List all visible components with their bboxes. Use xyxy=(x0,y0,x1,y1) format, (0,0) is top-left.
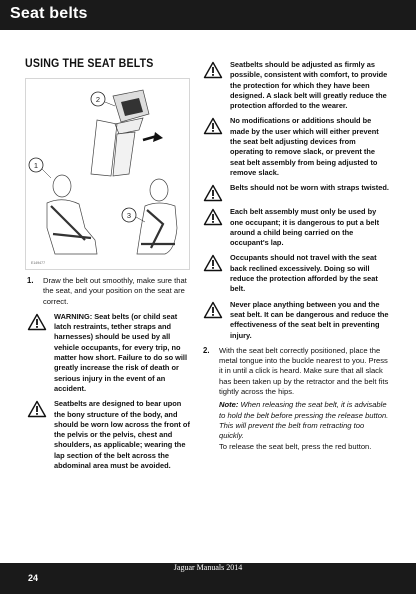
left-column xyxy=(25,58,195,70)
warning-7 xyxy=(203,253,389,294)
warning-4 xyxy=(203,116,389,178)
warning-8-text: Never place anything between you and the seat belt. It can be dangerous and reduce the effectiveness of the seat belt in preventing injury. xyxy=(230,299,389,340)
step-2-content xyxy=(219,346,389,452)
warning-triangle-icon xyxy=(203,208,223,226)
callout-3 xyxy=(122,208,145,222)
warning-triangle-icon xyxy=(203,61,223,79)
warning-8 xyxy=(203,300,389,341)
note xyxy=(219,400,389,441)
warning-triangle-icon xyxy=(203,254,223,272)
pregnant-figure xyxy=(137,179,177,254)
callout-2 xyxy=(91,92,115,106)
page-title: Seat belts xyxy=(10,5,88,22)
step-2 xyxy=(203,346,389,452)
release-text: To release the seat belt, press the red button. xyxy=(219,441,372,451)
warning-triangle-icon xyxy=(27,313,47,331)
svg-text:2: 2 xyxy=(95,95,101,104)
warning-6-text: Each belt assembly must only be used by one occupant; it is dangerous to put a belt around a child being carried on the occupant's lap. xyxy=(230,207,380,248)
seat-belt-illustration xyxy=(25,78,190,270)
step-1-number: 1. xyxy=(27,276,34,285)
warning-triangle-icon xyxy=(203,184,223,202)
figure-border xyxy=(26,79,190,270)
figure-code: E149477 xyxy=(31,261,46,265)
warning-5 xyxy=(203,183,389,202)
warning-1 xyxy=(27,312,192,394)
section-title: USING THE SEAT BELTS xyxy=(25,58,154,70)
warning-triangle-icon xyxy=(203,301,223,319)
footer-source: Jaguar Manuals 2014 xyxy=(173,563,243,572)
step-1 xyxy=(27,276,192,307)
warning-1-text: WARNING: Seat belts (or child seat latch restraints, tether straps and harnesses) should be used by all vehicle occupants, for every trip, no matter how short. Failure to do so will greatly increase the risk of death or serious injury in the event of an accident. xyxy=(54,311,188,393)
warning-3 xyxy=(203,60,389,111)
warning-7-text: Occupants should not travel with the seat back reclined excessively. Doing so will reduce the protection afforded by the seat belt. xyxy=(230,253,378,294)
warning-3-text: Seatbelts should be adjusted as firmly as possible, consistent with comfort, to provide the protection for which they have been designed. A slack belt will greatly reduce the protection afforded to the wearer. xyxy=(230,60,388,111)
warning-2-text: Seatbelts are designed to bear upon the bony structure of the body, and should be worn low across the front of the pelvis or the pelvis, chest and shoulders, as applicable; wearing the lap section of the belt across the abdominal area must be avoided. xyxy=(54,399,190,471)
page-number: 24 xyxy=(28,573,39,583)
warning-triangle-icon xyxy=(203,117,223,135)
warning-triangle-icon xyxy=(27,400,47,418)
right-column xyxy=(203,60,389,457)
step-2-text: With the seat belt correctly positioned, place the metal tongue into the buckle nearest to you. Press it in until a click is heard. Make sure that all slack has been taken up by the retractor and the belt fits tightly across the hips. xyxy=(219,345,389,397)
warning-5-text: Belts should not be worn with straps twisted. xyxy=(230,183,389,193)
note-text: When releasing the seat belt, it is advisable to hold the belt before pressing the release button. This will prevent the belt from retracting too quickly. xyxy=(219,400,389,441)
callout-1 xyxy=(29,158,51,178)
step-1-text: Draw the belt out smoothly, make sure that the seat, and your position on the seat are correct. xyxy=(43,276,187,306)
warning-2 xyxy=(27,399,192,471)
adult-figure xyxy=(47,175,97,254)
warning-4-text: No modifications or additions should be made by the user which will either prevent the seat belt adjusting devices from operating to remove slack, or prevent the seat belt assembly from being adjusted to remove slack. xyxy=(230,116,379,177)
svg-text:1: 1 xyxy=(33,161,39,170)
note-label: Note: xyxy=(219,400,239,410)
step-2-number: 2. xyxy=(203,345,210,355)
warning-6 xyxy=(203,207,389,248)
left-body xyxy=(27,276,192,476)
svg-text:3: 3 xyxy=(126,211,132,220)
